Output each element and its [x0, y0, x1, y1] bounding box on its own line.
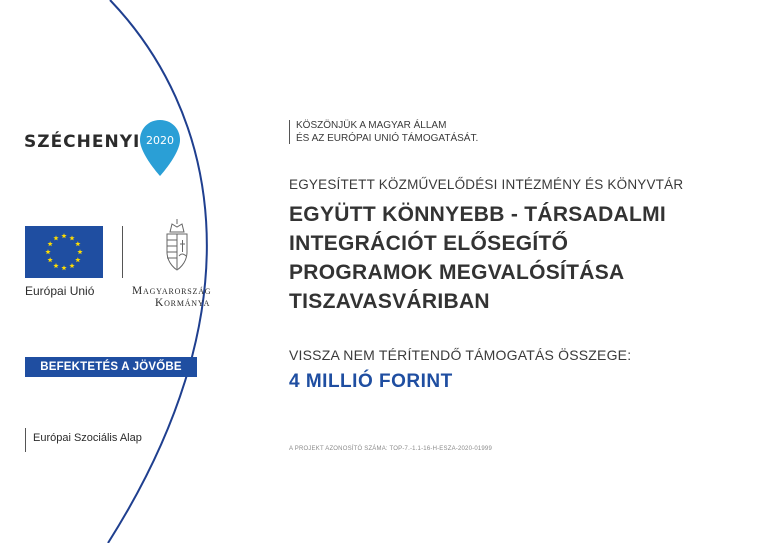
- project-id: A PROJEKT AZONOSÍTÓ SZÁMA: TOP-7.-1.1-16-H-ESZA-2020-01999: [289, 446, 492, 452]
- thanks-text: [296, 119, 478, 145]
- szechenyi-year: 2020: [146, 134, 175, 147]
- location-pin-icon: [138, 118, 182, 178]
- government-line-1: Magyarország: [132, 285, 212, 297]
- fund-label: Európai Szociális Alap: [33, 432, 142, 444]
- project-title-line-2: INTEGRÁCIÓT ELŐSEGÍTŐ: [289, 232, 569, 255]
- logo-divider: [122, 226, 123, 278]
- beneficiary-name: EGYESÍTETT KÖZMŰVELŐDÉSI INTÉZMÉNY ÉS KÖNYVTÁR: [289, 177, 684, 192]
- eu-flag-icon: [25, 226, 103, 278]
- support-amount-label: VISSZA NEM TÉRÍTENDŐ TÁMOGATÁS ÖSSZEGE:: [289, 347, 632, 363]
- eu-label: Európai Unió: [25, 284, 95, 298]
- hungarian-coat-of-arms-icon: [161, 218, 193, 278]
- szechenyi-word: SZÉCHENYI: [24, 132, 141, 152]
- fund-divider: [25, 428, 26, 452]
- government-line-2: Kormánya: [155, 297, 211, 309]
- project-title-line-3: PROGRAMOK MEGVALÓSÍTÁSA: [289, 261, 625, 284]
- project-title: [289, 200, 759, 316]
- project-title-line-1: EGYÜTT KÖNNYEBB - TÁRSADALMI: [289, 203, 667, 226]
- thanks-line-2: ÉS AZ EURÓPAI UNIÓ TÁMOGATÁSÁT.: [296, 133, 479, 144]
- szechenyi-2020-logo: [24, 112, 182, 172]
- support-amount: 4 MILLIÓ FORINT: [289, 371, 453, 392]
- thanks-line-1: KÖSZÖNJÜK A MAGYAR ÁLLAM: [296, 120, 447, 131]
- thanks-divider: [289, 120, 290, 144]
- invest-in-future-banner: BEFEKTETÉS A JÖVŐBE: [25, 357, 197, 377]
- project-title-line-4: TISZAVASVÁRIBAN: [289, 290, 490, 313]
